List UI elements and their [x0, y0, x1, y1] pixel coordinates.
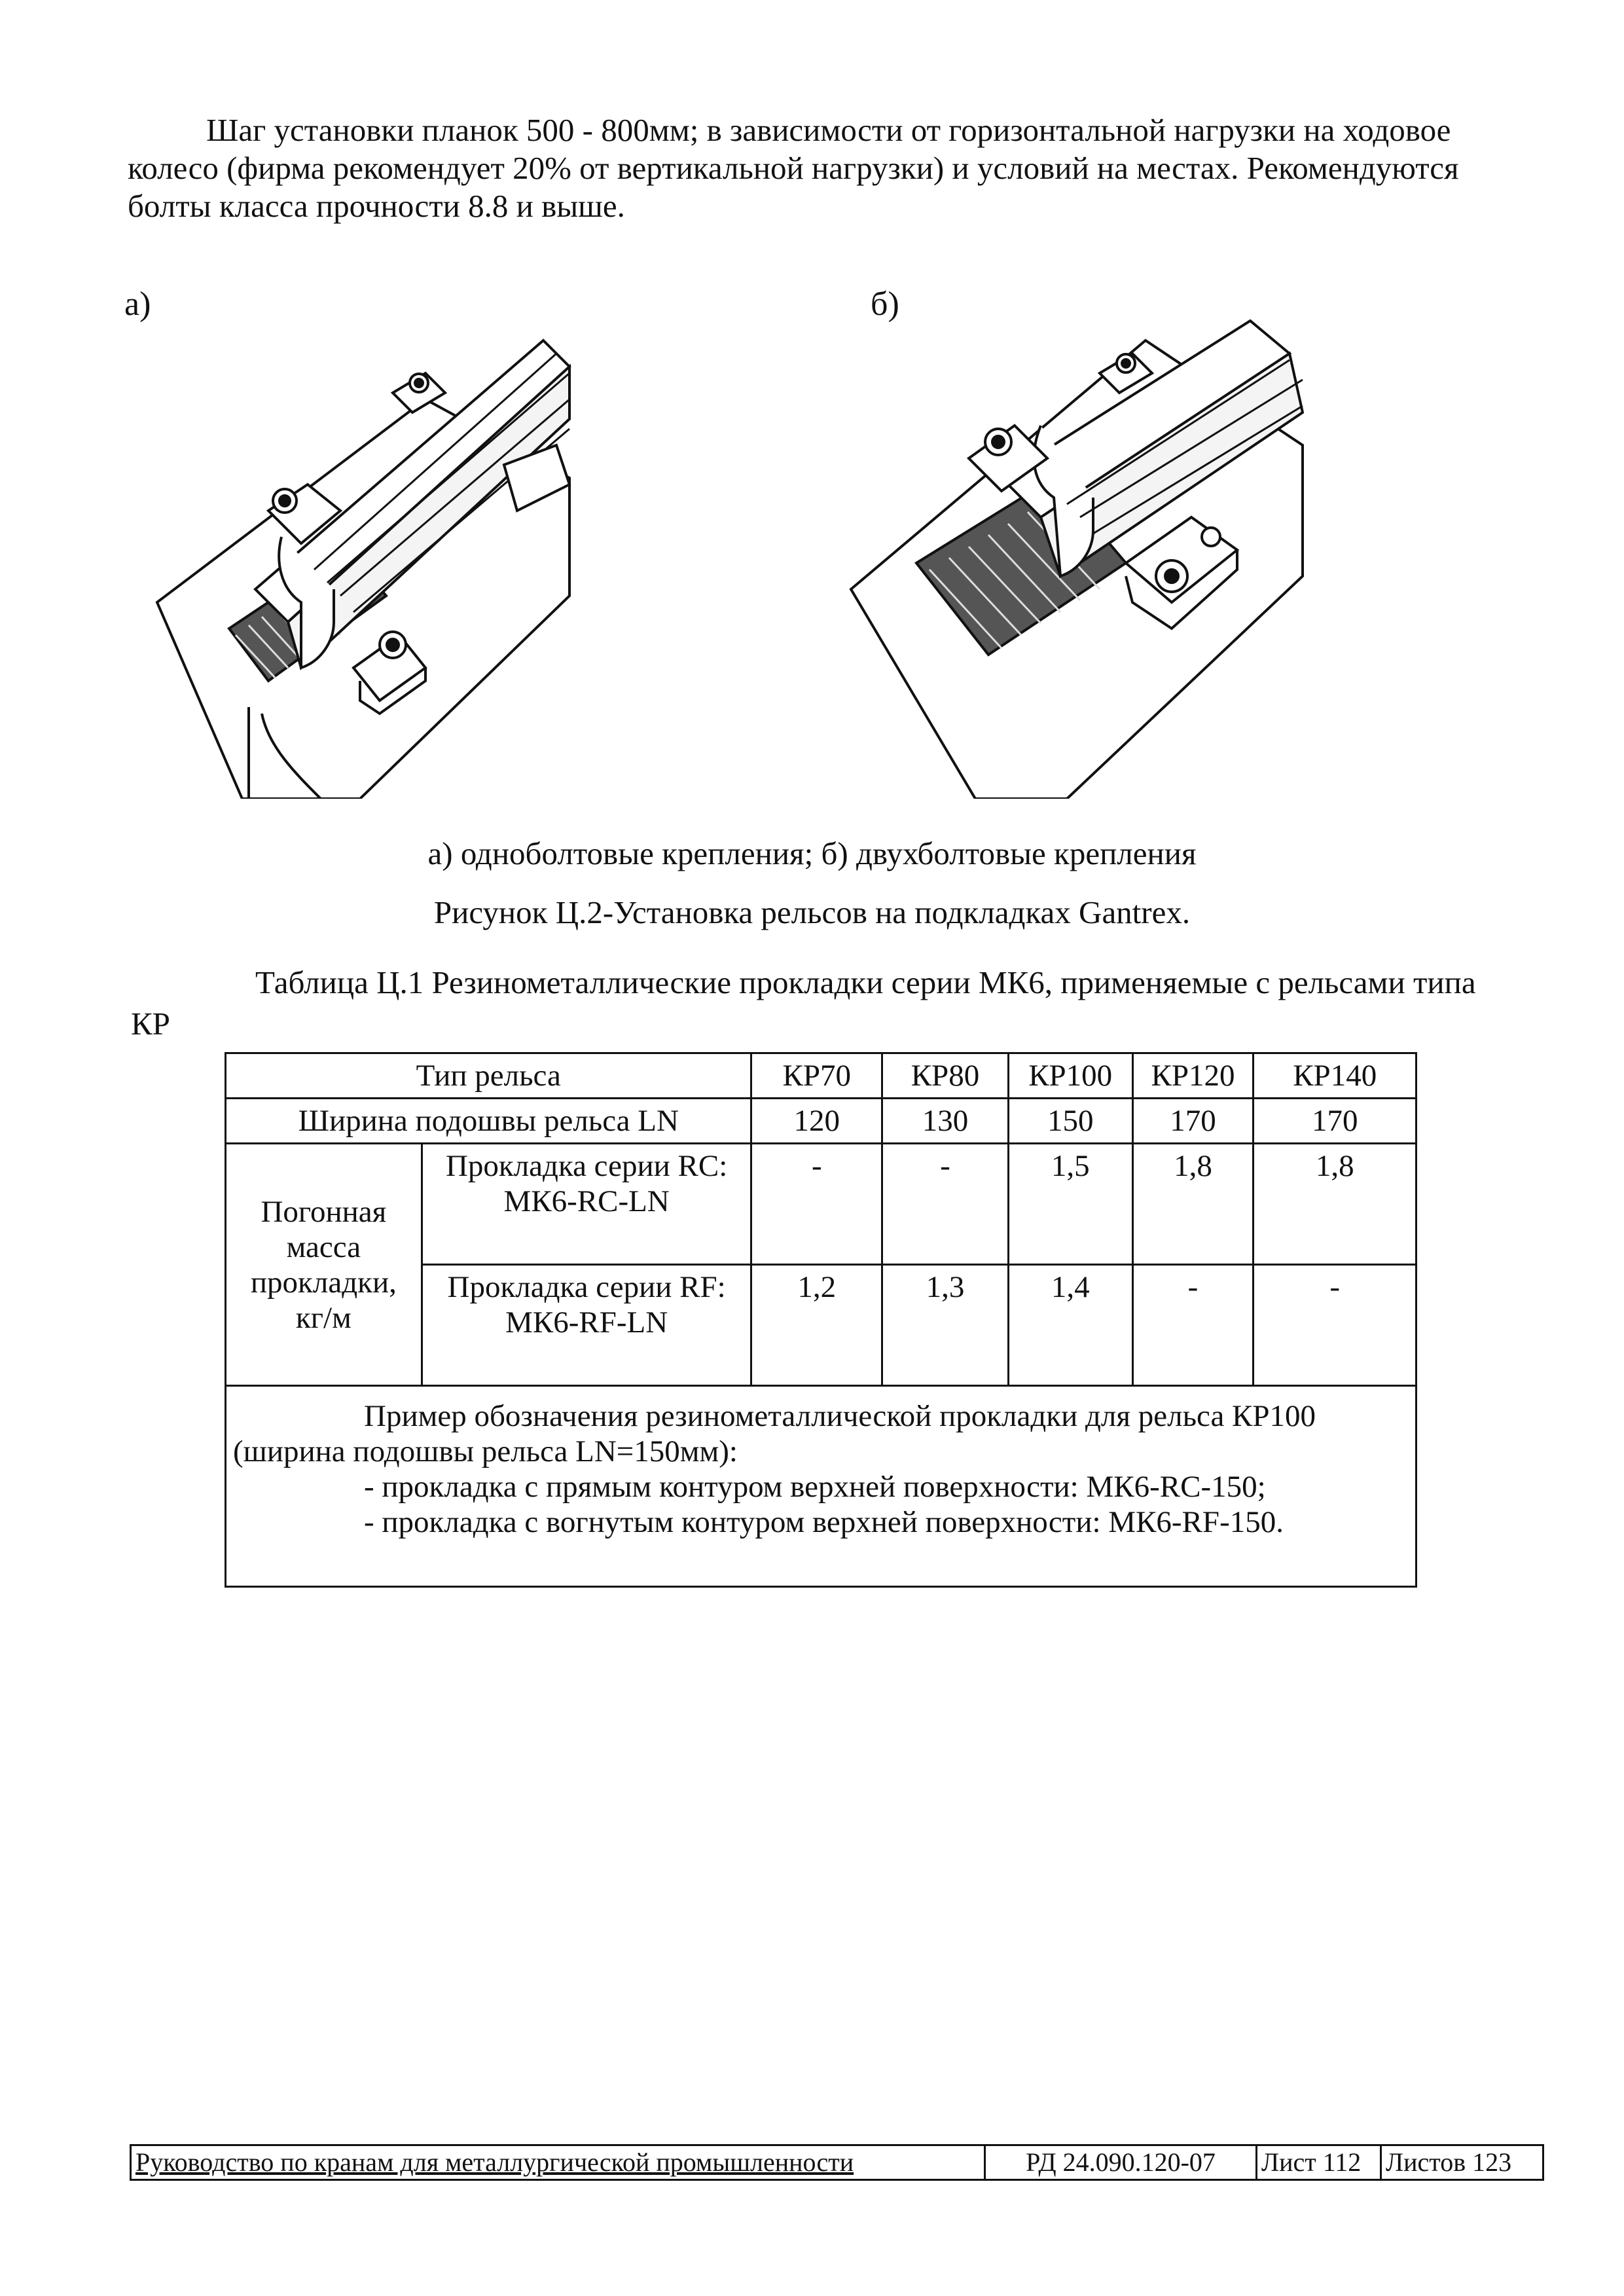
- intro-line-1: Шаг установки планок 500 - 800мм; в зависимости от горизонтальной нагрузки на ходовое: [206, 112, 1451, 148]
- rf-value: 1,3: [882, 1265, 1009, 1386]
- rc-value: -: [882, 1144, 1009, 1265]
- figure-label-a: а): [124, 285, 151, 323]
- figure-b-illustration: [844, 314, 1316, 799]
- rf-value: -: [1254, 1265, 1416, 1386]
- note-line-3: - прокладка с прямым контуром верхней поверхности: МК6-RC-150;: [364, 1470, 1266, 1504]
- rail-type: КР70: [751, 1053, 882, 1099]
- width-value: 170: [1132, 1099, 1254, 1144]
- intro-line-3: болты класса прочности 8.8 и выше.: [128, 188, 625, 224]
- note-cell: [226, 1386, 1416, 1587]
- rf-value: -: [1132, 1265, 1254, 1386]
- width-value: 170: [1254, 1099, 1416, 1144]
- rf-label-1: Прокладка серии RF:: [447, 1270, 726, 1304]
- width-value: 150: [1008, 1099, 1132, 1144]
- pads-table: [225, 1052, 1417, 1588]
- figure-a-illustration: [151, 314, 583, 799]
- footer-sheets-total: Листов 123: [1386, 2147, 1512, 2177]
- figure-label-b: б): [871, 285, 899, 323]
- rf-value: 1,2: [751, 1265, 882, 1386]
- note-line-4: - прокладка с вогнутым контуром верхней поверхности: МК6-RF-150.: [364, 1505, 1284, 1539]
- width-value: 130: [882, 1099, 1009, 1144]
- rail-type: КР140: [1254, 1053, 1416, 1099]
- rf-value: 1,4: [1008, 1265, 1132, 1386]
- mass-label: Погонная масса прокладки, кг/м: [226, 1144, 422, 1386]
- figure-caption: Рисунок Ц.2-Установка рельсов на подкладках Gantrex.: [433, 894, 1191, 930]
- rf-label-2: МК6-RF-LN: [505, 1305, 668, 1339]
- footer-title: Руководство по кранам для металлургической промышленности: [132, 2146, 986, 2179]
- rail-type: КР100: [1008, 1053, 1132, 1099]
- table-row-header: [226, 1053, 1416, 1099]
- figure-legend: а) одноболтовые крепления; б) двухболтовые крепления: [427, 835, 1197, 871]
- rc-label-1: Прокладка серии RC:: [445, 1149, 728, 1183]
- rc-value: 1,8: [1132, 1144, 1254, 1265]
- rc-value: 1,8: [1254, 1144, 1416, 1265]
- footer-sheet: Лист 112: [1257, 2146, 1382, 2179]
- rc-label: [422, 1144, 751, 1265]
- width-value: 120: [751, 1099, 882, 1144]
- note-line-1: Пример обозначения резинометаллической прокладки для рельса КР100: [364, 1399, 1316, 1433]
- footer-doc-number: РД 24.090.120-07: [986, 2146, 1257, 2179]
- table-row-note: [226, 1386, 1416, 1587]
- rf-label: [422, 1265, 751, 1386]
- rc-label-2: МК6-RC-LN: [503, 1184, 670, 1218]
- rc-value: 1,5: [1008, 1144, 1132, 1265]
- header-label: Тип рельса: [226, 1053, 751, 1099]
- footer-stamp: [130, 2144, 1544, 2181]
- table-row-width: [226, 1099, 1416, 1144]
- note-line-2: (ширина подошвы рельса LN=150мм):: [233, 1434, 738, 1468]
- table-row-rc: [226, 1144, 1416, 1265]
- table-caption: Таблица Ц.1 Резинометаллические прокладки серии МК6, применяемые с рельсами типа: [255, 964, 1476, 1000]
- width-label: Ширина подошвы рельса LN: [226, 1099, 751, 1144]
- rail-type: КР80: [882, 1053, 1009, 1099]
- rc-value: -: [751, 1144, 882, 1265]
- rail-type: КР120: [1132, 1053, 1254, 1099]
- intro-paragraph: [128, 111, 1509, 225]
- intro-line-2: колесо (фирма рекомендует 20% от вертикальной нагрузки) и условий на местах. Рекомендуются: [128, 150, 1459, 186]
- table-caption-tail: КР: [131, 1006, 170, 1042]
